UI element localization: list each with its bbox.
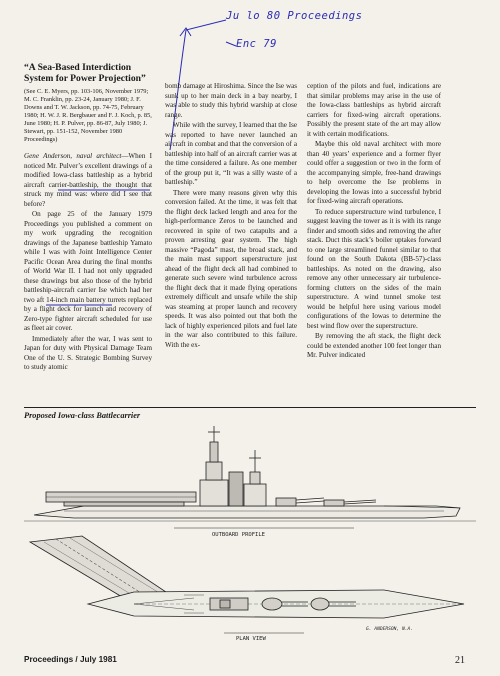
paragraph: Gene Anderson, naval architect—When I noticed Mr. Pulver’s excellent drawings of a modified Iowa-class battleship as a hybrid aircraft carrier-battleship, the thought that struck my mind was: where did I see that before?	[24, 152, 152, 208]
plan-view-drawing	[30, 536, 464, 633]
drawing-signature: G. ANDERSON, N.A.	[366, 627, 414, 632]
paragraph: bomb damage at Hiroshima. Since the Ise was sunk up to her main deck in a bay nearby, I was able to study this hybrid warship at close range.	[165, 82, 297, 119]
handwritten-note-1: Ju lo 80 Proceedings	[226, 10, 363, 22]
figure-divider	[24, 407, 476, 408]
figure-title: Proposed Iowa-class Battlecarrier	[24, 411, 141, 420]
paragraph: While with the survey, I learned that the Ise was reported to have never launched an aircraft in combat and that the conversion of a battleship into half of an aircraft carrier was at the time considered a failure. As one member of the group put it, “It was a silly waste of a battleship.”	[165, 121, 297, 186]
reference-title: “A Sea-Based Interdiction System for Power Projection”	[24, 62, 146, 84]
column-2	[165, 82, 297, 351]
page-number: 21	[455, 655, 465, 666]
paragraph: Immediately after the war, I was sent to Japan for duty with Physical Damage Team One of the U. S. Strategic Bombing Survey to study atomic	[24, 334, 152, 371]
paragraph: By removing the aft stack, the flight deck could be extended another 100 feet longer than Mr. Pulver indicated	[307, 332, 441, 359]
footer-publication: Proceedings / July 1981	[24, 655, 117, 664]
column-3	[307, 82, 441, 362]
paragraph: On page 25 of the January 1979 Proceedings you published a comment on my work upgrading the recognition drawings of the Japanese battleship Yamato while I was with Joint Intelligence Center Pacific Ocean Area during the final months of World War II. I had not only upgraded these drawings but also those of the hybrid battleship-aircraft carrier Ise which had her two aft 14-inch main battery turrets replaced by a flight deck for launch and recovery of Zero-type fighter aircraft scheduled for use as fleet air cover.	[24, 210, 152, 332]
plan-label: PLAN VIEW	[236, 636, 266, 642]
paragraph: There were many reasons given why this conversion failed. At the time, it was felt that the flight deck lacked length and area for the high-performance Zeros to be launched and recovered in spite of two catapults and a proven arresting gear system. The high massive “Pagoda” mast, the broad stack, and the main mast support superstructure just ahead of the flight deck all had combined to generate such severe wind turbulence across the flight deck that it made flying operations extremely difficult and unsafe while the ship was steaming at proper launch and recovery speeds. It was also pointed out that both the lack of highly experienced pilots and fuel late in the war also contributed to this failure. With the ex-	[165, 188, 297, 349]
paragraph: ception of the pilots and fuel, indications are that similar problems may arise in the use of the Iowa-class battleships as hybrid aircraft carriers for fixed-wing aircraft operations. Possibly the present state of the art may allow it with certain modifications.	[307, 82, 441, 138]
profile-label: OUTBOARD PROFILE	[212, 532, 265, 538]
battlecarrier-drawing	[24, 420, 476, 645]
column-1	[24, 62, 152, 374]
handwritten-note-2: Enc 79	[236, 38, 277, 50]
paragraph: To reduce superstructure wind turbulence, I suggest leaving the tower as it is with its range finder and smooth sides and removing the after stack. Duct this stack’s boiler uptakes forward to one large streamlined funnel similar to that found on the South Dakota (BB-57)-class battleships. As noted on the drawing, also remove any other unnecessary air turbulence-forming clutters on the sides of the main superstructure. A wind tunnel smoke test would be helpful here using various model configurations of the Iowas to determine the best wind flow over the superstructure.	[307, 207, 441, 330]
outboard-profile-drawing	[24, 426, 476, 528]
paragraph: Maybe this old naval architect with more than 40 years’ experience and a former flyer could offer a suggestion or two in the form of the accompanying simple, free-hand drawings to help overcome the Ise problems in developing the Iowas into a successful hybrid for fixed-wing aircraft operations.	[307, 140, 441, 205]
reference-citations: (See C. E. Myers, pp. 103-106, November 1979; M. C. Franklin, pp. 23-24, January 1980; J. F. Downs and T. W. Jackson, pp. 74-75, February 1980; H. W. J. R. Bergbauer and F. J. Koch, p. 85, June 1980; H. P. Pulver, pp. 86-87, July 1980; J. Stewart, pp. 151-152, November 1980 Proceedings)	[24, 88, 152, 143]
author-name: Gene Anderson, naval architect	[24, 152, 122, 160]
